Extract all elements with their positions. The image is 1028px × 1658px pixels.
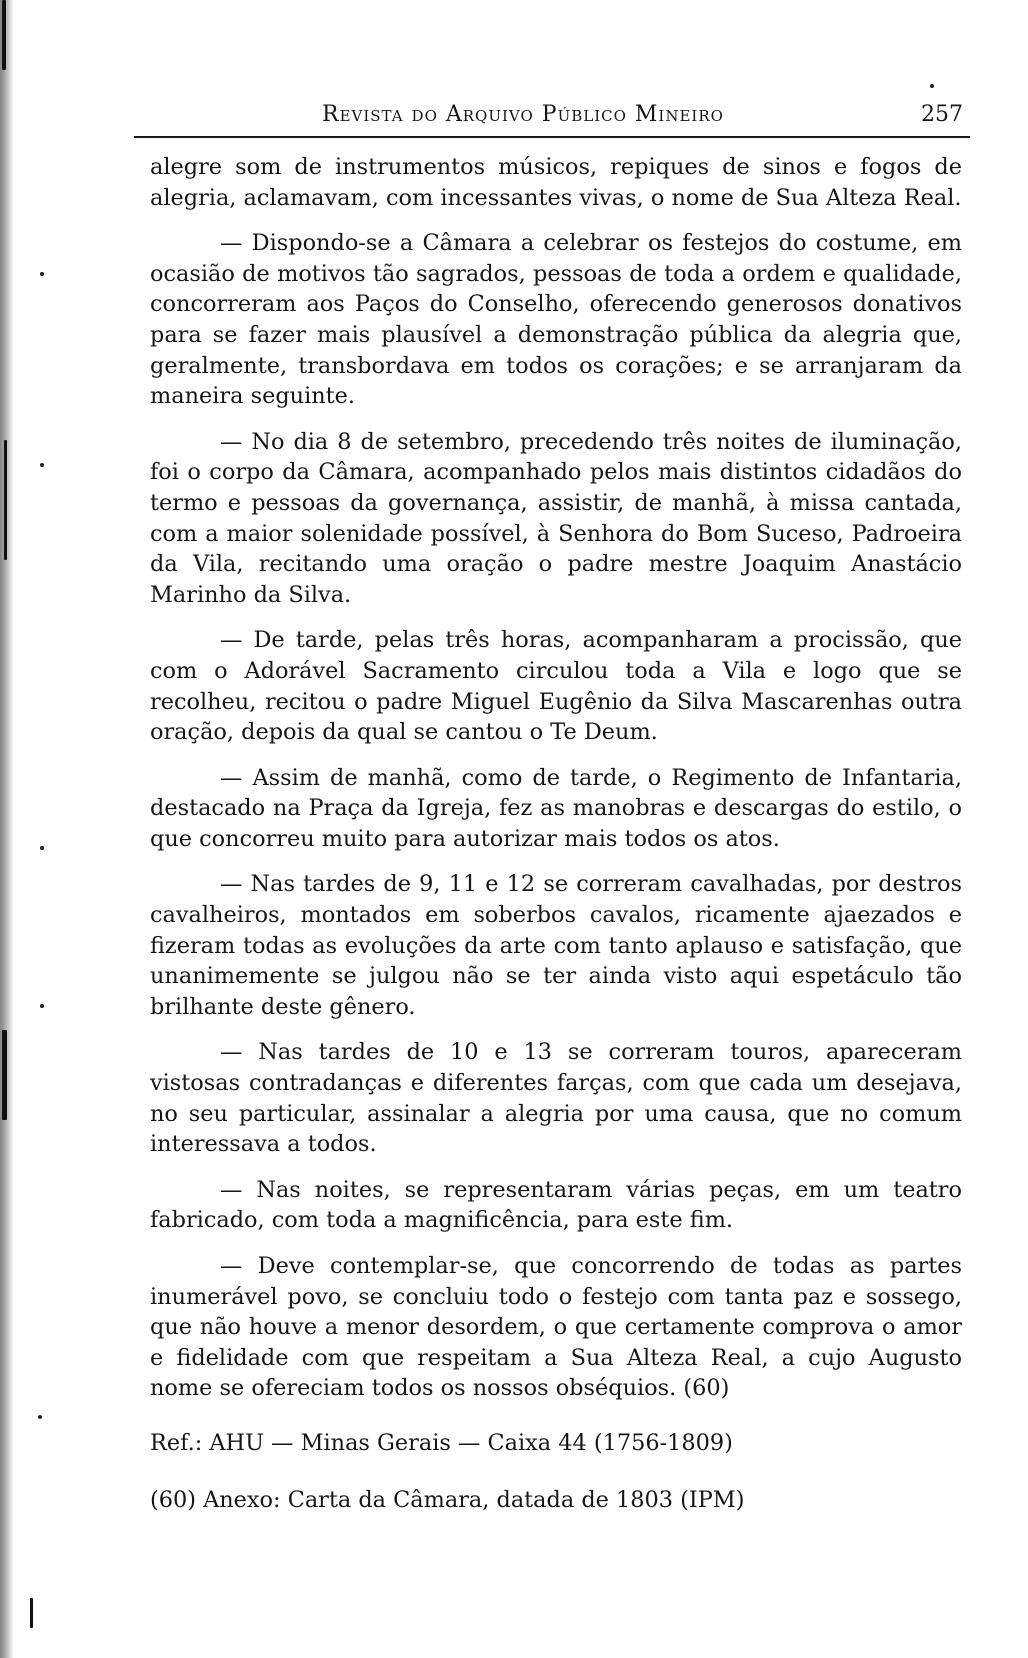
scan-speck: [38, 1415, 42, 1419]
scan-speck: [930, 84, 934, 88]
paragraph: — Nas tardes de 9, 11 e 12 se correram cavalhadas, por destros cavalheiros, montados em soberbos cavalos, ricamente ajaezados e fizeram todas as evoluções da arte com tanto aplauso e satisfação, que unanimemente se julgou não se ter ainda visto aqui espetáculo tão brilhante deste gênero.: [150, 871, 962, 1020]
scan-artifact: [4, 440, 7, 560]
paragraph: — Nas noites, se representaram várias peças, em um teatro fabricado, com toda a magnificência, para este fim.: [150, 1176, 962, 1234]
scan-speck: [40, 1004, 44, 1008]
paragraph: — Assim de manhã, como de tarde, o Regimento de Infantaria, destacado na Praça da Igreja, fez as manobras e descargas do estilo, o que concorreu muito para autorizar mais todos os atos.: [150, 764, 962, 852]
paragraph: — Deve contemplar-se, que concorrendo de todas as partes inumerável povo, se concluiu todo o festejo com tanta paz e sossego, que não houve a menor desordem, o que certamente comprova o amor e fidelidade com que respeitam a Sua Alteza Real, a cujo Augusto nome se ofereciam todos os nossos obséquios. (60): [150, 1253, 962, 1402]
scan-speck: [40, 846, 44, 850]
paragraph: — Dispondo-se a Câmara a celebrar os festejos do costume, em ocasião de motivos tão sagrados, pessoas de toda a ordem e qualidade, concorreram aos Paços do Conselho, oferecendo generosos donativos para se fazer mais plausível a demonstração pública da alegria que, geralmente, transbordava em todos os corações; e se arranjaram da maneira seguinte.: [150, 230, 962, 410]
archive-reference: Ref.: AHU — Minas Gerais — Caixa 44 (1756-1809): [150, 1429, 733, 1456]
scan-artifact: [2, 0, 6, 70]
paragraph: alegre som de instrumentos músicos, repiques de sinos e fogos de alegria, aclamavam, com incessantes vivas, o nome de Sua Alteza Real.: [150, 154, 962, 211]
paragraph: — Nas tardes de 10 e 13 se correram touros, apareceram vistosas contradanças e diferentes farças, com que cada um desejava, no seu particular, assinalar a alegria por uma causa, que no comum interessava a todos.: [150, 1039, 962, 1158]
scan-artifact: [30, 1598, 33, 1628]
page-number: 257: [921, 102, 963, 127]
page-body: [150, 152, 962, 1530]
page-header: [142, 96, 967, 136]
scan-artifact: [2, 1030, 7, 1120]
scan-left-edge: [0, 0, 18, 1658]
scan-speck: [40, 272, 44, 276]
header-rule: [134, 136, 970, 138]
running-title: Revista do Arquivo Público Mineiro: [322, 102, 724, 127]
footnote: (60) Anexo: Carta da Câmara, datada de 1803 (IPM): [150, 1486, 745, 1513]
paragraph: — No dia 8 de setembro, precedendo três noites de iluminação, foi o corpo da Câmara, acompanhado pelos mais distintos cidadãos do termo e pessoas da governança, assistir, de manhã, à missa cantada, com a maior solenidade possível, à Senhora do Bom Suceso, Padroeira da Vila, recitando uma oração o padre mestre Joaquim Anastácio Marinho da Silva.: [150, 428, 962, 608]
paragraph: — De tarde, pelas três horas, acompanharam a procissão, que com o Adorável Sacramento circulou toda a Vila e logo que se recolheu, recitou o padre Miguel Eugênio da Silva Mascarenhas outra oração, depois da qual se cantou o Te Deum.: [150, 627, 962, 746]
scan-speck: [40, 463, 44, 467]
